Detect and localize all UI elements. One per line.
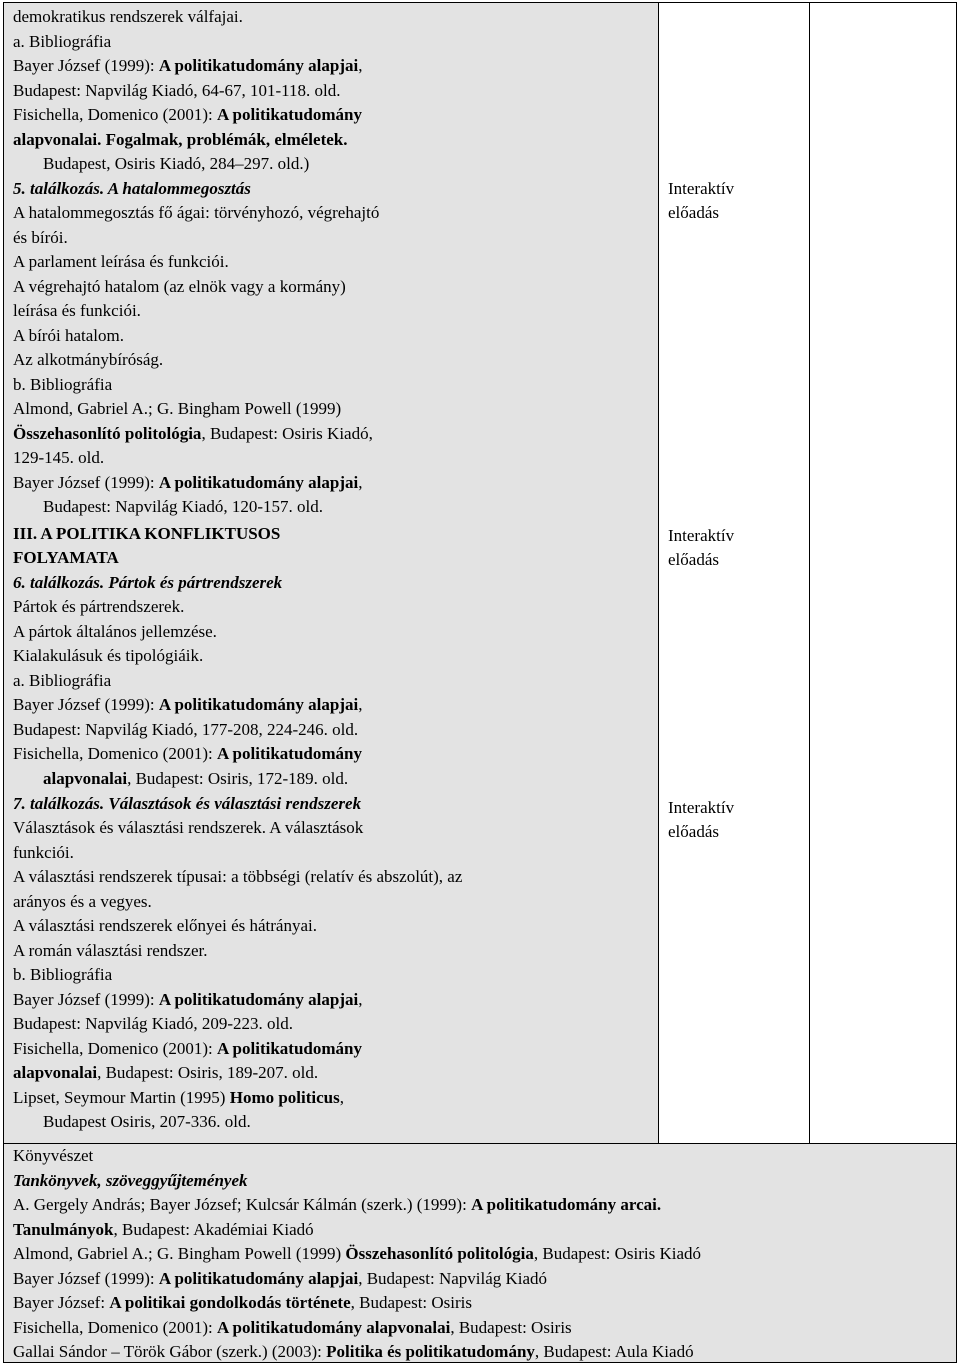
bibliography-heading: a. Bibliográfia — [13, 32, 112, 51]
text-line: Lipset, Seymour Martin (1995) Homo politicus, — [13, 1088, 345, 1107]
text-line: alapvonalai, Budapest: Osiris, 189-207. old. — [13, 1063, 319, 1082]
reference-line: Gallai Sándor – Török Gábor (szerk.) (2003): Politika és politikatudomány, Budapest: Aula Kiadó — [13, 1342, 694, 1361]
reference-line: Fisichella, Domenico (2001): A politikatudomány alapvonalai, Budapest: Osiris — [13, 1318, 572, 1337]
text-line: Pártok és pártrendszerek. — [13, 597, 185, 616]
text-line: és bírói. — [13, 228, 68, 247]
reference-line: Tanulmányok, Budapest: Akadémiai Kiadó — [13, 1220, 314, 1239]
text-line: funkciói. — [13, 843, 74, 862]
method-label: Interaktív — [668, 798, 735, 817]
text-line: Kialakulásuk és tipológiáik. — [13, 646, 204, 665]
text-line: Választások és választási rendszerek. A választások — [13, 818, 364, 837]
text-line: Bayer József (1999): A politikatudomány alapjai, — [13, 56, 363, 75]
text-line: leírása és funkciói. — [13, 301, 141, 320]
method-label: előadás — [668, 822, 719, 841]
method-cell — [668, 524, 734, 572]
text-line: Fisichella, Domenico (2001): A politikatudomány — [13, 105, 362, 124]
text-line: Budapest, Osiris Kiadó, 284–297. old.) — [43, 154, 310, 173]
syllabus-table — [3, 2, 957, 1363]
text-line: alapvonalai, Budapest: Osiris, 172-189. old. — [43, 769, 349, 788]
text-line: A választási rendszerek típusai: a többségi (relatív és abszolút), az — [13, 867, 463, 886]
method-label: előadás — [668, 550, 719, 569]
bibliography-section — [4, 1143, 956, 1362]
session-heading: 6. találkozás. Pártok és pártrendszerek — [13, 573, 283, 592]
text-line: Fisichella, Domenico (2001): A politikatudomány — [13, 1039, 362, 1058]
section-heading: FOLYAMATA — [13, 548, 119, 567]
text-line: A pártok általános jellemzése. — [13, 622, 217, 641]
content-column — [4, 3, 659, 1143]
text-line: A választási rendszerek előnyei és hátrányai. — [13, 916, 317, 935]
text-line: Almond, Gabriel A.; G. Bingham Powell (1999) — [13, 399, 342, 418]
text-line: A bírói hatalom. — [13, 326, 124, 345]
bibliography-heading: a. Bibliográfia — [13, 671, 112, 690]
text-line: Budapest: Napvilág Kiadó, 64-67, 101-118. old. — [13, 81, 341, 100]
text-line: A román választási rendszer. — [13, 941, 208, 960]
section-title: Könyvészet — [13, 1146, 94, 1165]
text-line: Bayer József (1999): A politikatudomány alapjai, — [13, 473, 363, 492]
section-heading: III. A POLITIKA KONFLIKTUSOS — [13, 524, 281, 543]
session-heading: 7. találkozás. Választások és választási rendszerek — [13, 794, 362, 813]
text-line: arányos és a vegyes. — [13, 892, 152, 911]
text-line: A parlament leírása és funkciói. — [13, 252, 229, 271]
text-line: Az alkotmánybíróság. — [13, 350, 164, 369]
section-subtitle: Tankönyvek, szöveggyűjtemények — [13, 1171, 248, 1190]
text-line: Budapest: Napvilág Kiadó, 177-208, 224-246. old. — [13, 720, 359, 739]
bibliography-heading: b. Bibliográfia — [13, 375, 113, 394]
empty-column — [810, 3, 956, 1143]
text-line: demokratikus rendszerek válfajai. — [13, 7, 243, 26]
text-line: Fisichella, Domenico (2001): A politikatudomány — [13, 744, 362, 763]
text-line: Budapest: Napvilág Kiadó, 209-223. old. — [13, 1014, 293, 1033]
reference-line: Almond, Gabriel A.; G. Bingham Powell (1999) Összehasonlító politológia, Budapest: Osiris Kiadó — [13, 1244, 702, 1263]
text-line: Összehasonlító politológia, Budapest: Osiris Kiadó, — [13, 424, 373, 443]
text-line: alapvonalai. Fogalmak, problémák, elméletek. — [13, 130, 348, 149]
method-column — [659, 3, 810, 1143]
text-line: A hatalommegosztás fő ágai: törvényhozó, végrehajtó — [13, 203, 380, 222]
method-label: előadás — [668, 203, 719, 222]
text-line: Bayer József (1999): A politikatudomány alapjai, — [13, 990, 363, 1009]
text-line: Budapest: Napvilág Kiadó, 120-157. old. — [43, 497, 323, 516]
text-line: Bayer József (1999): A politikatudomány alapjai, — [13, 695, 363, 714]
method-label: Interaktív — [668, 179, 735, 198]
reference-line: Bayer József: A politikai gondolkodás története, Budapest: Osiris — [13, 1293, 473, 1312]
session-heading: 5. találkozás. A hatalommegosztás — [13, 179, 251, 198]
method-label: Interaktív — [668, 526, 735, 545]
reference-line: Bayer József (1999): A politikatudomány alapjai, Budapest: Napvilág Kiadó — [13, 1269, 548, 1288]
text-line: Budapest Osiris, 207-336. old. — [43, 1112, 251, 1131]
text-line: A végrehajtó hatalom (az elnök vagy a kormány) — [13, 277, 346, 296]
reference-line: A. Gergely András; Bayer József; Kulcsár Kálmán (szerk.) (1999): A politikatudomány arcai. — [13, 1195, 662, 1214]
text-line: 129-145. old. — [13, 448, 105, 467]
bibliography-heading: b. Bibliográfia — [13, 965, 113, 984]
method-cell — [668, 796, 734, 844]
method-cell — [668, 177, 734, 225]
